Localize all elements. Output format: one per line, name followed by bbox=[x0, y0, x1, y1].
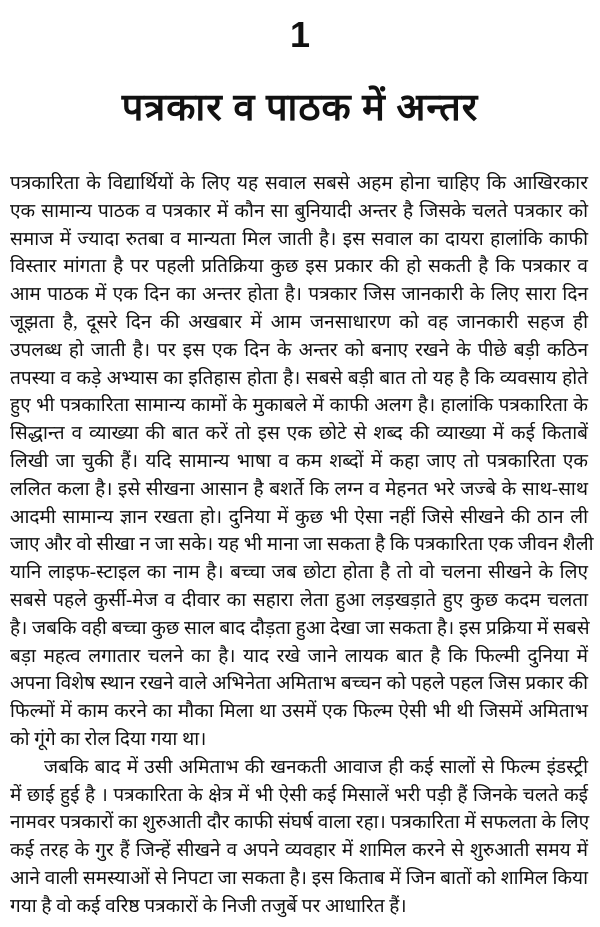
paragraph-line: हुए भी पत्रकारिता सामान्य कामों के मुकाबले में काफी अलग है। हालांकि पत्रकारिता के bbox=[10, 395, 588, 417]
chapter-number: 1 bbox=[289, 14, 311, 55]
paragraph-line: जबकि बाद में उसी अमिताभ की खनकती आवाज ही कई सालों से फिल्म इंडस्ट्री bbox=[44, 756, 588, 778]
paragraph-line: आदमी सामान्य ज्ञान रखता हो। दुनिया में कुछ भी ऐसा नहीं जिसे सीखने की ठान ली bbox=[10, 506, 588, 528]
paragraph-line: में छाई हुई है । पत्रकारिता के क्षेत्र में भी ऐसी कई मिसालें भरी पड़ी हैं जिनके चलते कई bbox=[10, 784, 588, 806]
paragraph-line: नामवर पत्रकारों का शुरुआती दौर काफी संघर्ष वाला रहा। पत्रकारिता में सफलता के लिए bbox=[10, 812, 590, 834]
paragraph-line: अपना विशेष स्थान रखने वाले अभिनेता अमिताभ बच्चन को पहले पहल जिस प्रकार की bbox=[10, 673, 588, 695]
paragraph-line: एक सामान्य पाठक व पत्रकार में कौन सा बुनियादी अन्तर है जिसके चलते पत्रकार को bbox=[10, 200, 588, 222]
paragraph-line: उपलब्ध हो जाती है। पर इस एक दिन के अन्तर को बनाए रखने के पीछे बड़ी कठिन bbox=[10, 339, 588, 361]
chapter-body bbox=[10, 170, 594, 921]
paragraph-line: फिल्मों में काम करने का मौका मिला था उसमें एक फिल्म ऐसी भी थी जिसमें अमिताभ bbox=[10, 701, 588, 723]
paragraph-line: तपस्या व कड़े अभ्यास का इतिहास होता है। सबसे बड़ी बात तो यह है कि व्यवसाय होते bbox=[10, 367, 588, 389]
paragraph-line: गया है वो कई वरिष्ठ पत्रकारों के निजी तजुर्बे पर आधारित हैं। bbox=[10, 895, 407, 917]
paragraph-line: यानि लाइफ-स्टाइल का नाम है। बच्चा जब छोटा होता है तो वो चलना सीखने के लिए bbox=[10, 562, 588, 584]
paragraph-line: जूझता है, दूसरे दिन की अखबार में आम जनसाधारण को वह जानकारी सहज ही bbox=[10, 311, 588, 333]
paragraph-line: पत्रकारिता के विद्यार्थियों के लिए यह सवाल सबसे अहम होना चाहिए कि आखिरकार bbox=[10, 173, 588, 194]
paragraph-line: विस्तार मांगता है पर पहली प्रतिक्रिया कुछ इस प्रकार की हो सकती है कि पत्रकार व bbox=[10, 256, 588, 278]
paragraph-line: जाए और वो सीखा न जा सके। यह भी माना जा सकता है कि पत्रकारिता एक जीवन शैली bbox=[10, 534, 594, 556]
paragraph-line: सिद्धान्त व व्याख्या की बात करें तो इस एक छोटे से शब्द की व्याख्या में कई किताबें bbox=[10, 423, 588, 445]
paragraph-line: कई तरह के गुर हैं जिन्हें सीखने व अपने व्यवहार में शामिल करने से शुरुआती समय में bbox=[10, 840, 588, 862]
paragraph-line: को गूंगे का रोल दिया गया था। bbox=[10, 728, 207, 750]
paragraph-line: है। जबकि वही बच्चा कुछ साल बाद दौड़ता हुआ देखा जा सकता है। इस प्रक्रिया में सबसे bbox=[10, 617, 590, 639]
paragraph-line: लिखी जा चुकी हैं। यदि सामान्य भाषा व कम शब्दों में कहा जाए तो पत्रकारिता एक bbox=[10, 450, 588, 472]
paragraph-line: आम पाठक में एक दिन का अन्तर होता है। पत्रकार जिस जानकारी के लिए सारा दिन bbox=[10, 284, 588, 306]
paragraph-line: समाज में ज्यादा रुतबा व मान्यता मिल जाती है। इस सवाल का दायरा हालांकि काफी bbox=[10, 228, 588, 250]
chapter-title: पत्रकार व पाठक में अन्तर bbox=[121, 87, 479, 129]
paragraph-line: सबसे पहले कुर्सी-मेज व दीवार का सहारा लेता हुआ लड़खड़ाते हुए कुछ कदम चलता bbox=[10, 589, 588, 611]
paragraph-line: ललित कला है। इसे सीखना आसान है बशर्ते कि लग्न व मेहनत भरे जज्बे के साथ-साथ bbox=[10, 478, 588, 500]
paragraph-line: आने वाली समस्याओं से निपटा जा सकता है। इस किताब में जिन बातों को शामिल किया bbox=[10, 867, 588, 889]
paragraph-line: बड़ा महत्व लगातार चलने का है। याद रखे जाने लायक बात है कि फिल्मी दुनिया में bbox=[10, 645, 588, 667]
